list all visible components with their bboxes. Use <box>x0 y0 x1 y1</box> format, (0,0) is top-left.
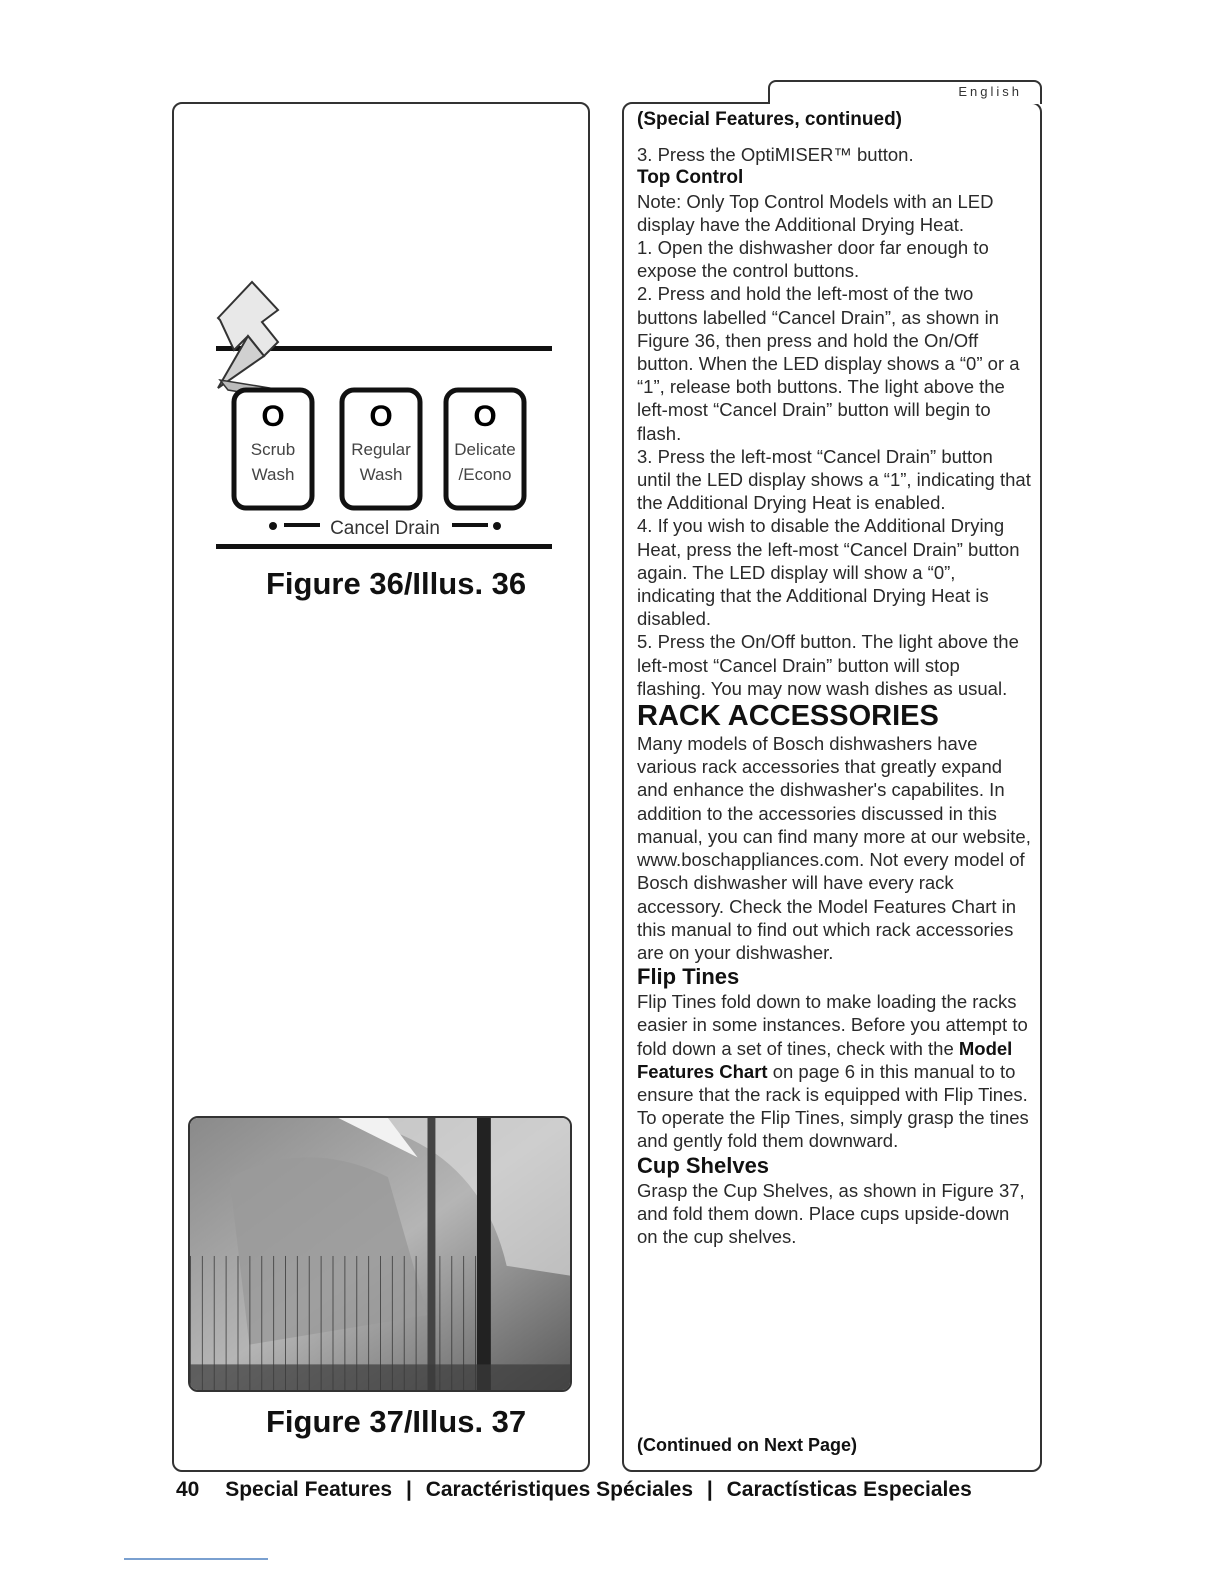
footer-separator: | <box>405 1478 412 1501</box>
svg-text:Scrub: Scrub <box>250 440 296 459</box>
flip-tines-operate: To operate the Flip Tines, simply grasp the tines and gently fold them downward. <box>637 1107 1029 1152</box>
cup-shelves-title: Cup Shelves <box>637 1152 770 1178</box>
page-number: 40 <box>176 1478 200 1501</box>
page-footer <box>176 1478 972 1502</box>
paragraph-note: Note: Only Top Control Models with an LED display have the Additional Drying Heat. <box>637 190 994 235</box>
scrub-wash-button <box>234 390 312 508</box>
top-control-heading: Top Control <box>637 167 744 189</box>
footer-section-fr: Caractéristiques Spéciales <box>425 1478 694 1501</box>
svg-text:/Econo: /Econo <box>458 465 512 484</box>
left-dot-icon <box>269 522 277 530</box>
flip-tines-body: Flip Tines fold down to make loading the racks easier in some instances. Before you attempt to fold down a set of tines, check with the Model Features Chart on page 6 in this manual to to ensure that the rack is equipped with Flip Tines. <box>637 991 1028 1105</box>
section-header: (Special Features, continued) <box>637 109 902 130</box>
figure-37-caption: Figure 37/Illus. 37 <box>266 1404 527 1439</box>
right-column-text <box>637 108 1031 1248</box>
figure-36-caption: Figure 36/Illus. 36 <box>266 566 527 601</box>
rack-accessories-title: RACK ACCESSORIES <box>637 700 939 733</box>
delicate-econo-button <box>446 390 524 508</box>
pointer-arrow-icon <box>218 282 278 398</box>
paragraph-step-2: 2. Press and hold the left-most of the two buttons labelled “Cancel Drain”, as shown in Figure 36, then press and hold the On/Off button. When the LED display shows a “0” or a “1”, release both buttons. The light above the left-most “Cancel Drain” button will begin to flash. <box>637 283 1020 444</box>
footer-separator: | <box>706 1478 713 1501</box>
paragraph-step-4: 4. If you wish to disable the Additional Drying Heat, press the left-most “Cancel Drain” button again. The LED display will show a “0”, indicating that the Additional Drying Heat is disabled. <box>637 515 1020 630</box>
paragraph-step-1: 1. Open the dishwasher door far enough to expose the control buttons. <box>637 237 989 282</box>
footer-rule <box>124 1558 268 1560</box>
svg-text:O: O <box>473 400 497 433</box>
language-label: English <box>958 84 1022 99</box>
optimiser-step: 3. Press the OptiMISER™ button. <box>637 144 914 166</box>
model-features-chart-ref: Model Features Chart <box>637 1037 1013 1082</box>
svg-text:Wash: Wash <box>359 465 403 484</box>
cancel-drain-label: Cancel Drain <box>330 518 440 539</box>
paragraph-step-3: 3. Press the left-most “Cancel Drain” button until the LED display shows a “1”, indicating that the Additional Drying Heat is enabled. <box>637 445 1031 514</box>
cup-shelves-body: Grasp the Cup Shelves, as shown in Figure 37, and fold them down. Place cups upside-down on the cup shelves. <box>637 1179 1025 1247</box>
right-dot-icon <box>493 522 501 530</box>
svg-text:Wash: Wash <box>251 465 295 484</box>
rack-accessories-body: Many models of Bosch dishwashers have various rack accessories that greatly expand and enhance the dishwasher's capabilites. In addition to the accessories discussed in this manual, you can find many more at our website, www.boschappliances.com. Not every model of Bosch dishwasher will have every rack accessory. Check the Model Features Chart in this manual to find out which rack accessories are on your dishwasher. <box>637 733 1031 963</box>
continued-note: (Continued on Next Page) <box>637 1435 857 1455</box>
svg-text:O: O <box>261 400 285 433</box>
svg-text:O: O <box>369 400 393 433</box>
figure-37-photo <box>188 1116 572 1392</box>
flip-tines-title: Flip Tines <box>637 964 740 990</box>
svg-text:Delicate: Delicate <box>454 440 516 459</box>
figure-36-illustration <box>200 280 570 570</box>
panel-bottom-line <box>216 544 552 549</box>
footer-section-en: Special Features <box>225 1478 393 1501</box>
svg-text:Regular: Regular <box>351 440 411 459</box>
footer-section-es: Caractísticas Especiales <box>726 1478 972 1501</box>
regular-wash-button <box>342 390 420 508</box>
paragraph-step-5: 5. Press the On/Off button. The light above the left-most “Cancel Drain” button will stop flashing. You may now wash dishes as usual. <box>637 631 1019 699</box>
language-tab <box>768 80 1042 104</box>
